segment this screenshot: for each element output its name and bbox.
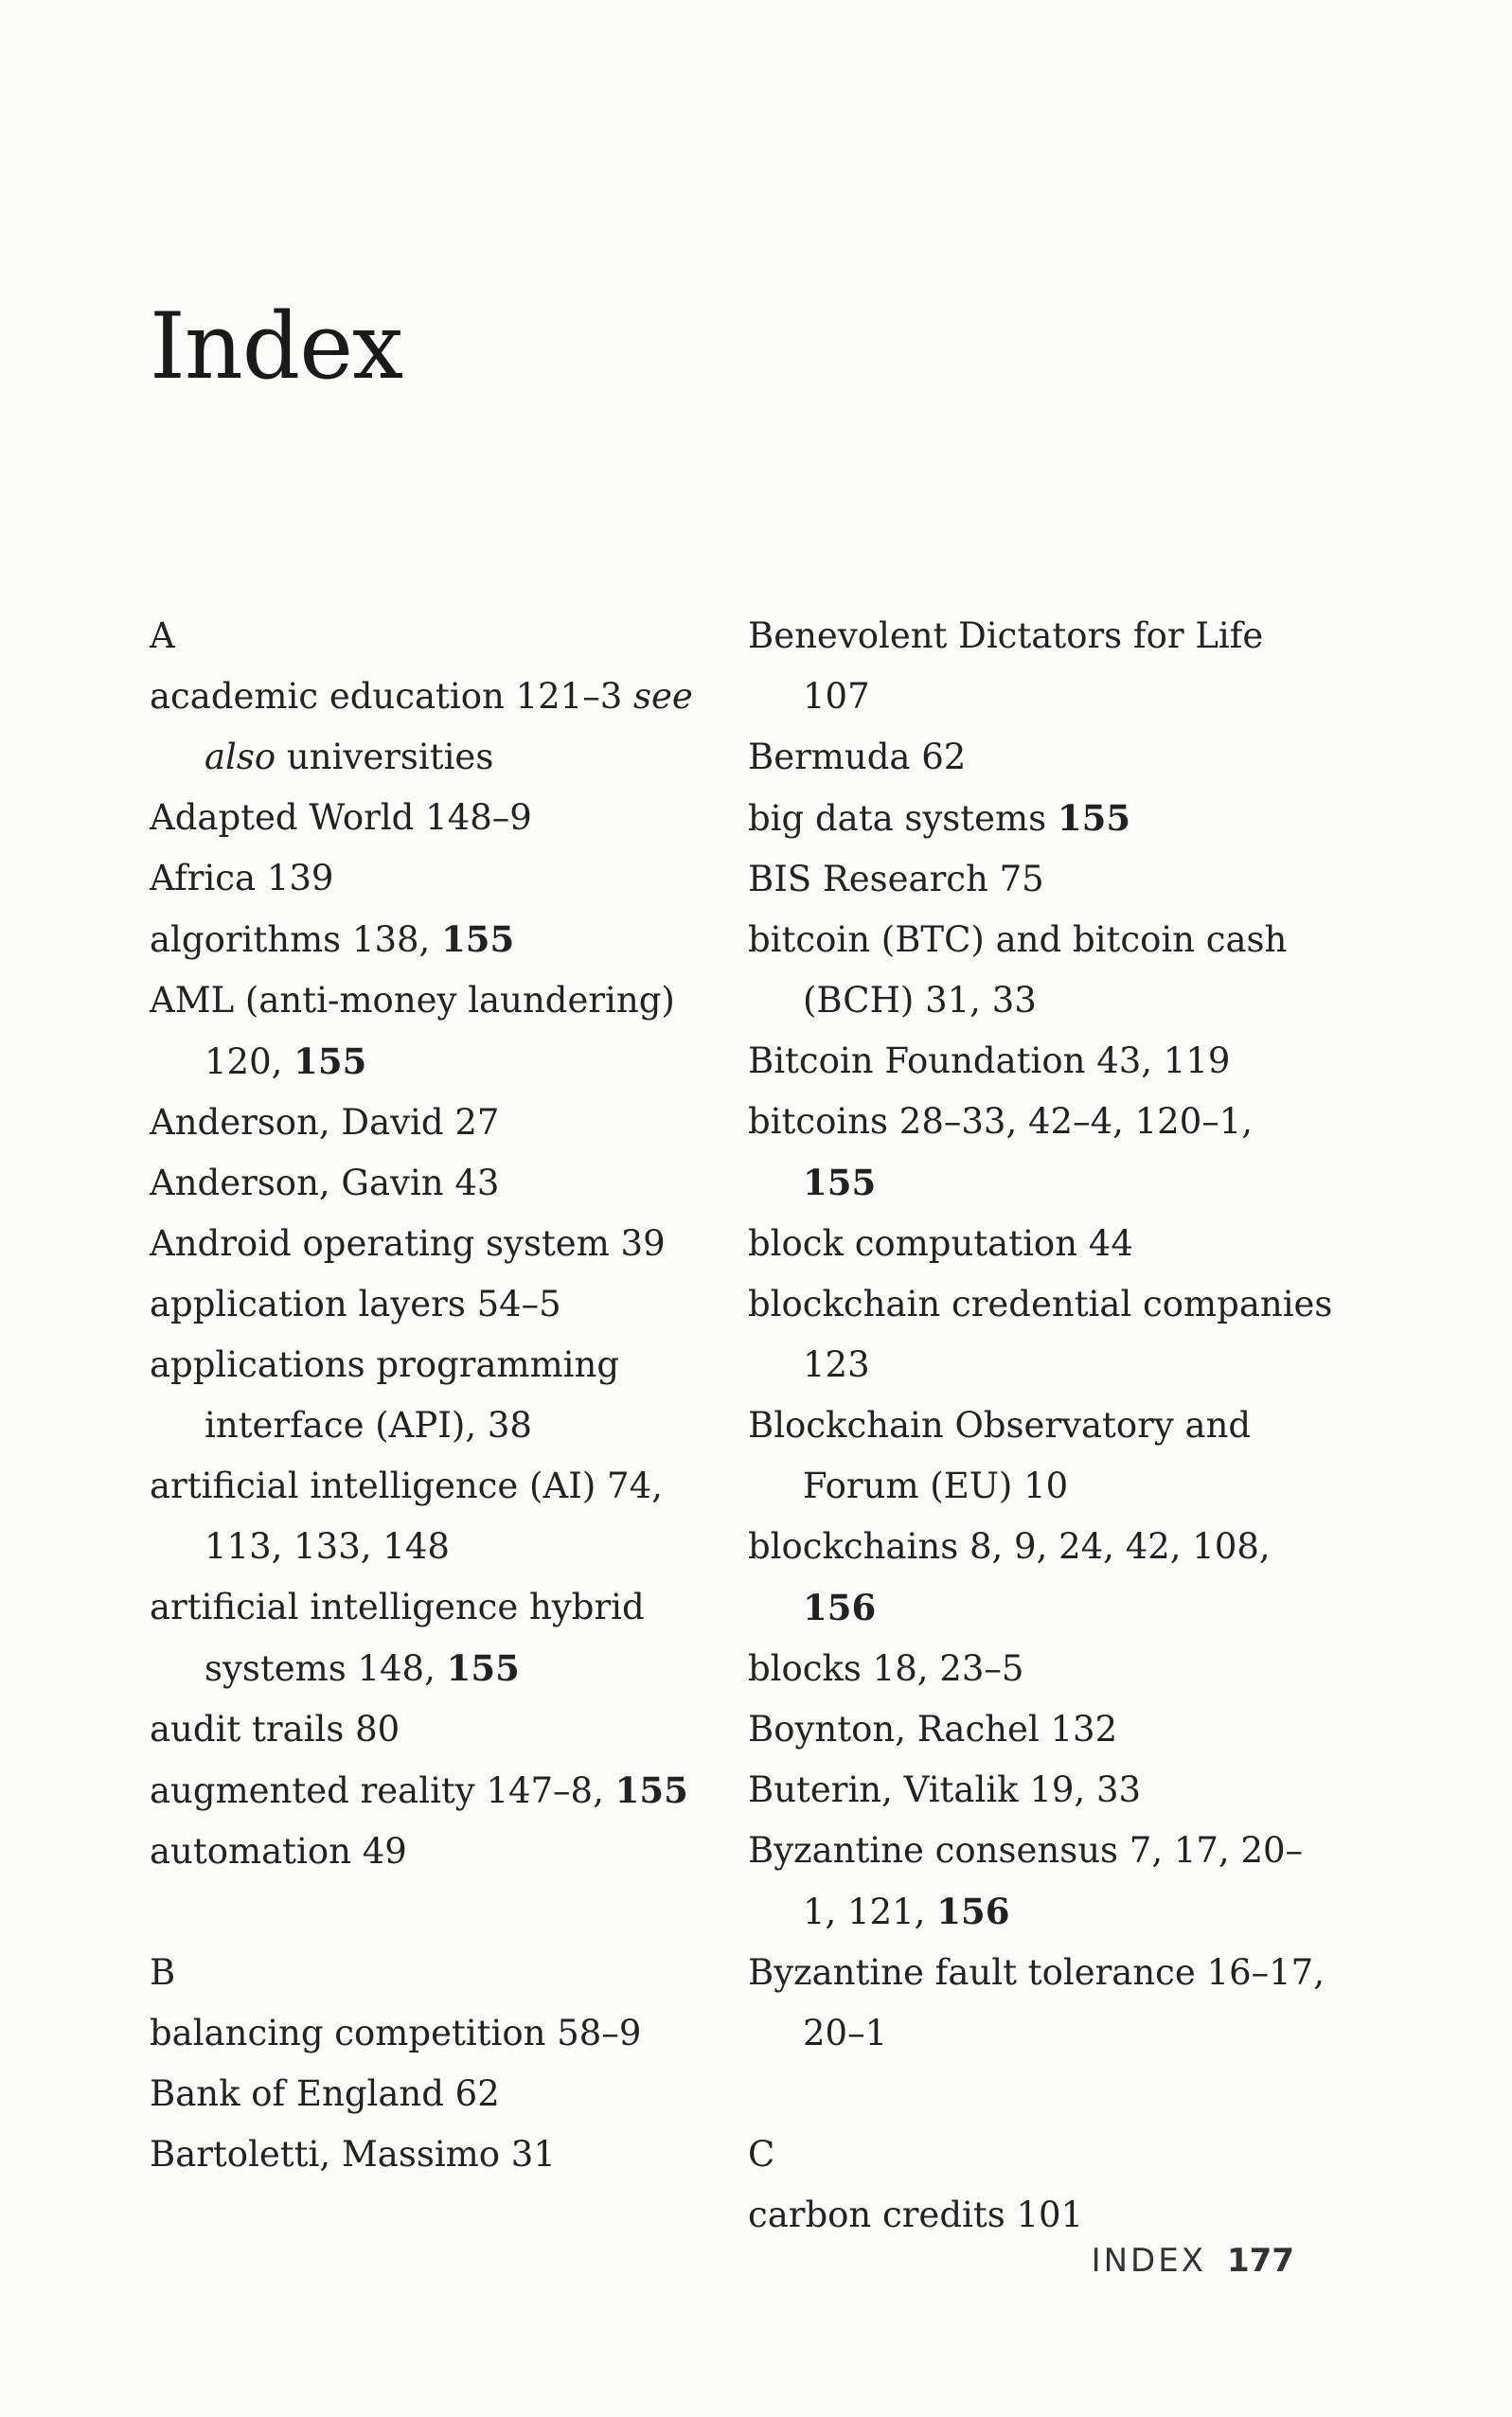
entry-text: universities	[276, 737, 494, 777]
index-entry	[150, 2064, 737, 2124]
index-entry	[748, 849, 1335, 910]
entry-text: Blockchain Observatory and Forum (EU) 10	[748, 1405, 1252, 1506]
entry-text: Bartoletti, Massimo 31	[150, 2134, 556, 2175]
entry-text: automation 49	[150, 1831, 407, 1872]
index-entry	[150, 1577, 737, 1699]
page-footer	[1092, 2242, 1294, 2280]
index-section-letter: A	[150, 615, 175, 656]
index-entry	[150, 1093, 737, 1153]
entry-text: algorithms 138,	[150, 919, 442, 960]
index-entry	[150, 666, 737, 788]
glossary-page-ref: 156	[803, 1587, 877, 1628]
glossary-page-ref: 155	[294, 1040, 367, 1082]
index-entry	[748, 727, 1335, 788]
entry-text: Bitcoin Foundation 43, 119	[748, 1040, 1231, 1081]
entry-text: augmented reality 147–8,	[150, 1770, 615, 1811]
entry-text: blocks 18, 23–5	[748, 1648, 1024, 1689]
entry-text: Buterin, Vitalik 19, 33	[748, 1769, 1142, 1810]
index-entry	[150, 848, 737, 909]
entry-text: Benevolent Dictators for Life 107	[748, 615, 1264, 717]
index-entry	[150, 970, 737, 1093]
index-entry	[150, 1456, 737, 1577]
index-entry	[748, 1639, 1335, 1699]
entry-text: audit trails 80	[150, 1709, 400, 1750]
entry-text: big data systems	[748, 798, 1058, 839]
entry-text: balancing competition 58–9	[150, 2013, 642, 2053]
entry-text: carbon credits 101	[748, 2195, 1084, 2235]
index-entry	[748, 1214, 1335, 1274]
index-entry	[150, 1335, 737, 1456]
entry-text: applications programming interface (API), 38	[150, 1344, 620, 1446]
index-entry	[150, 2124, 737, 2185]
page-number: 177	[1227, 2242, 1294, 2280]
index-entry	[748, 1274, 1335, 1395]
entry-text: Bank of England 62	[150, 2073, 500, 2114]
index-entry	[150, 788, 737, 848]
entry-text: bitcoin (BTC) and bitcoin cash (BCH) 31, 33	[748, 919, 1288, 1021]
entry-text: Anderson, Gavin 43	[150, 1163, 500, 1203]
entry-text: artificial intelligence (AI) 74, 113, 133, 148	[150, 1466, 663, 1567]
index-entry	[748, 1821, 1335, 1943]
index-section-letter: B	[150, 1952, 176, 1993]
entry-text: Boynton, Rachel 132	[748, 1709, 1118, 1750]
index-entry	[150, 1153, 737, 1214]
page-title: Index	[150, 293, 403, 400]
glossary-page-ref: 156	[936, 1891, 1010, 1932]
index-entry	[150, 2003, 737, 2064]
index-entry	[748, 1699, 1335, 1760]
entry-text: Anderson, David 27	[150, 1102, 500, 1143]
index-entry	[150, 1274, 737, 1335]
entry-text: Byzantine consensus 7, 17, 20–1, 121,	[748, 1830, 1304, 1932]
entry-text: application layers 54–5	[150, 1284, 561, 1324]
entry-text: bitcoins 28–33, 42–4, 120–1,	[748, 1101, 1254, 1142]
index-entry	[748, 606, 1335, 727]
index-entry	[150, 1760, 737, 1822]
index-entry	[748, 910, 1335, 1031]
index-column-right	[748, 606, 1335, 2246]
entry-text: AML (anti-money laundering) 120,	[150, 980, 675, 1082]
index-entry	[748, 2185, 1335, 2246]
index-entry	[748, 1760, 1335, 1821]
index-entry	[748, 1943, 1335, 2064]
glossary-page-ref: 155	[803, 1162, 877, 1203]
entry-text: blockchain credential companies 123	[748, 1284, 1333, 1385]
glossary-page-ref: 155	[614, 1769, 688, 1811]
index-entry	[748, 788, 1335, 849]
index-entry	[748, 1517, 1335, 1639]
index-entry	[150, 1214, 737, 1274]
entry-text: Android operating system 39	[150, 1223, 666, 1264]
index-entry	[150, 1822, 737, 1882]
entry-text: Byzantine fault tolerance 16–17, 20–1	[748, 1952, 1325, 2053]
index-column-left	[150, 606, 737, 2185]
entry-text: Africa 139	[150, 858, 334, 898]
entry-text: artificial intelligence hybrid systems 148,	[150, 1587, 645, 1689]
entry-text: blockchains 8, 9, 24, 42, 108,	[748, 1526, 1271, 1567]
section-spacer	[150, 1882, 737, 1943]
entry-text: BIS Research 75	[748, 859, 1044, 899]
index-entry	[150, 909, 737, 970]
entry-text: block computation 44	[748, 1223, 1133, 1264]
entry-text: Bermuda 62	[748, 737, 967, 777]
footer-section-label: INDEX	[1091, 2242, 1207, 2280]
glossary-page-ref: 155	[441, 918, 515, 960]
index-entry	[748, 1395, 1335, 1517]
index-section-letter: C	[748, 2134, 775, 2175]
glossary-page-ref: 155	[446, 1647, 520, 1689]
entry-text: Adapted World 148–9	[150, 797, 532, 838]
section-spacer	[748, 2064, 1335, 2124]
index-entry	[748, 1092, 1335, 1214]
glossary-page-ref: 155	[1057, 797, 1131, 839]
cross-reference: see also	[205, 676, 693, 777]
index-entry	[748, 1031, 1335, 1092]
index-entry	[150, 1699, 737, 1760]
entry-text: academic education 121–3	[150, 676, 634, 717]
